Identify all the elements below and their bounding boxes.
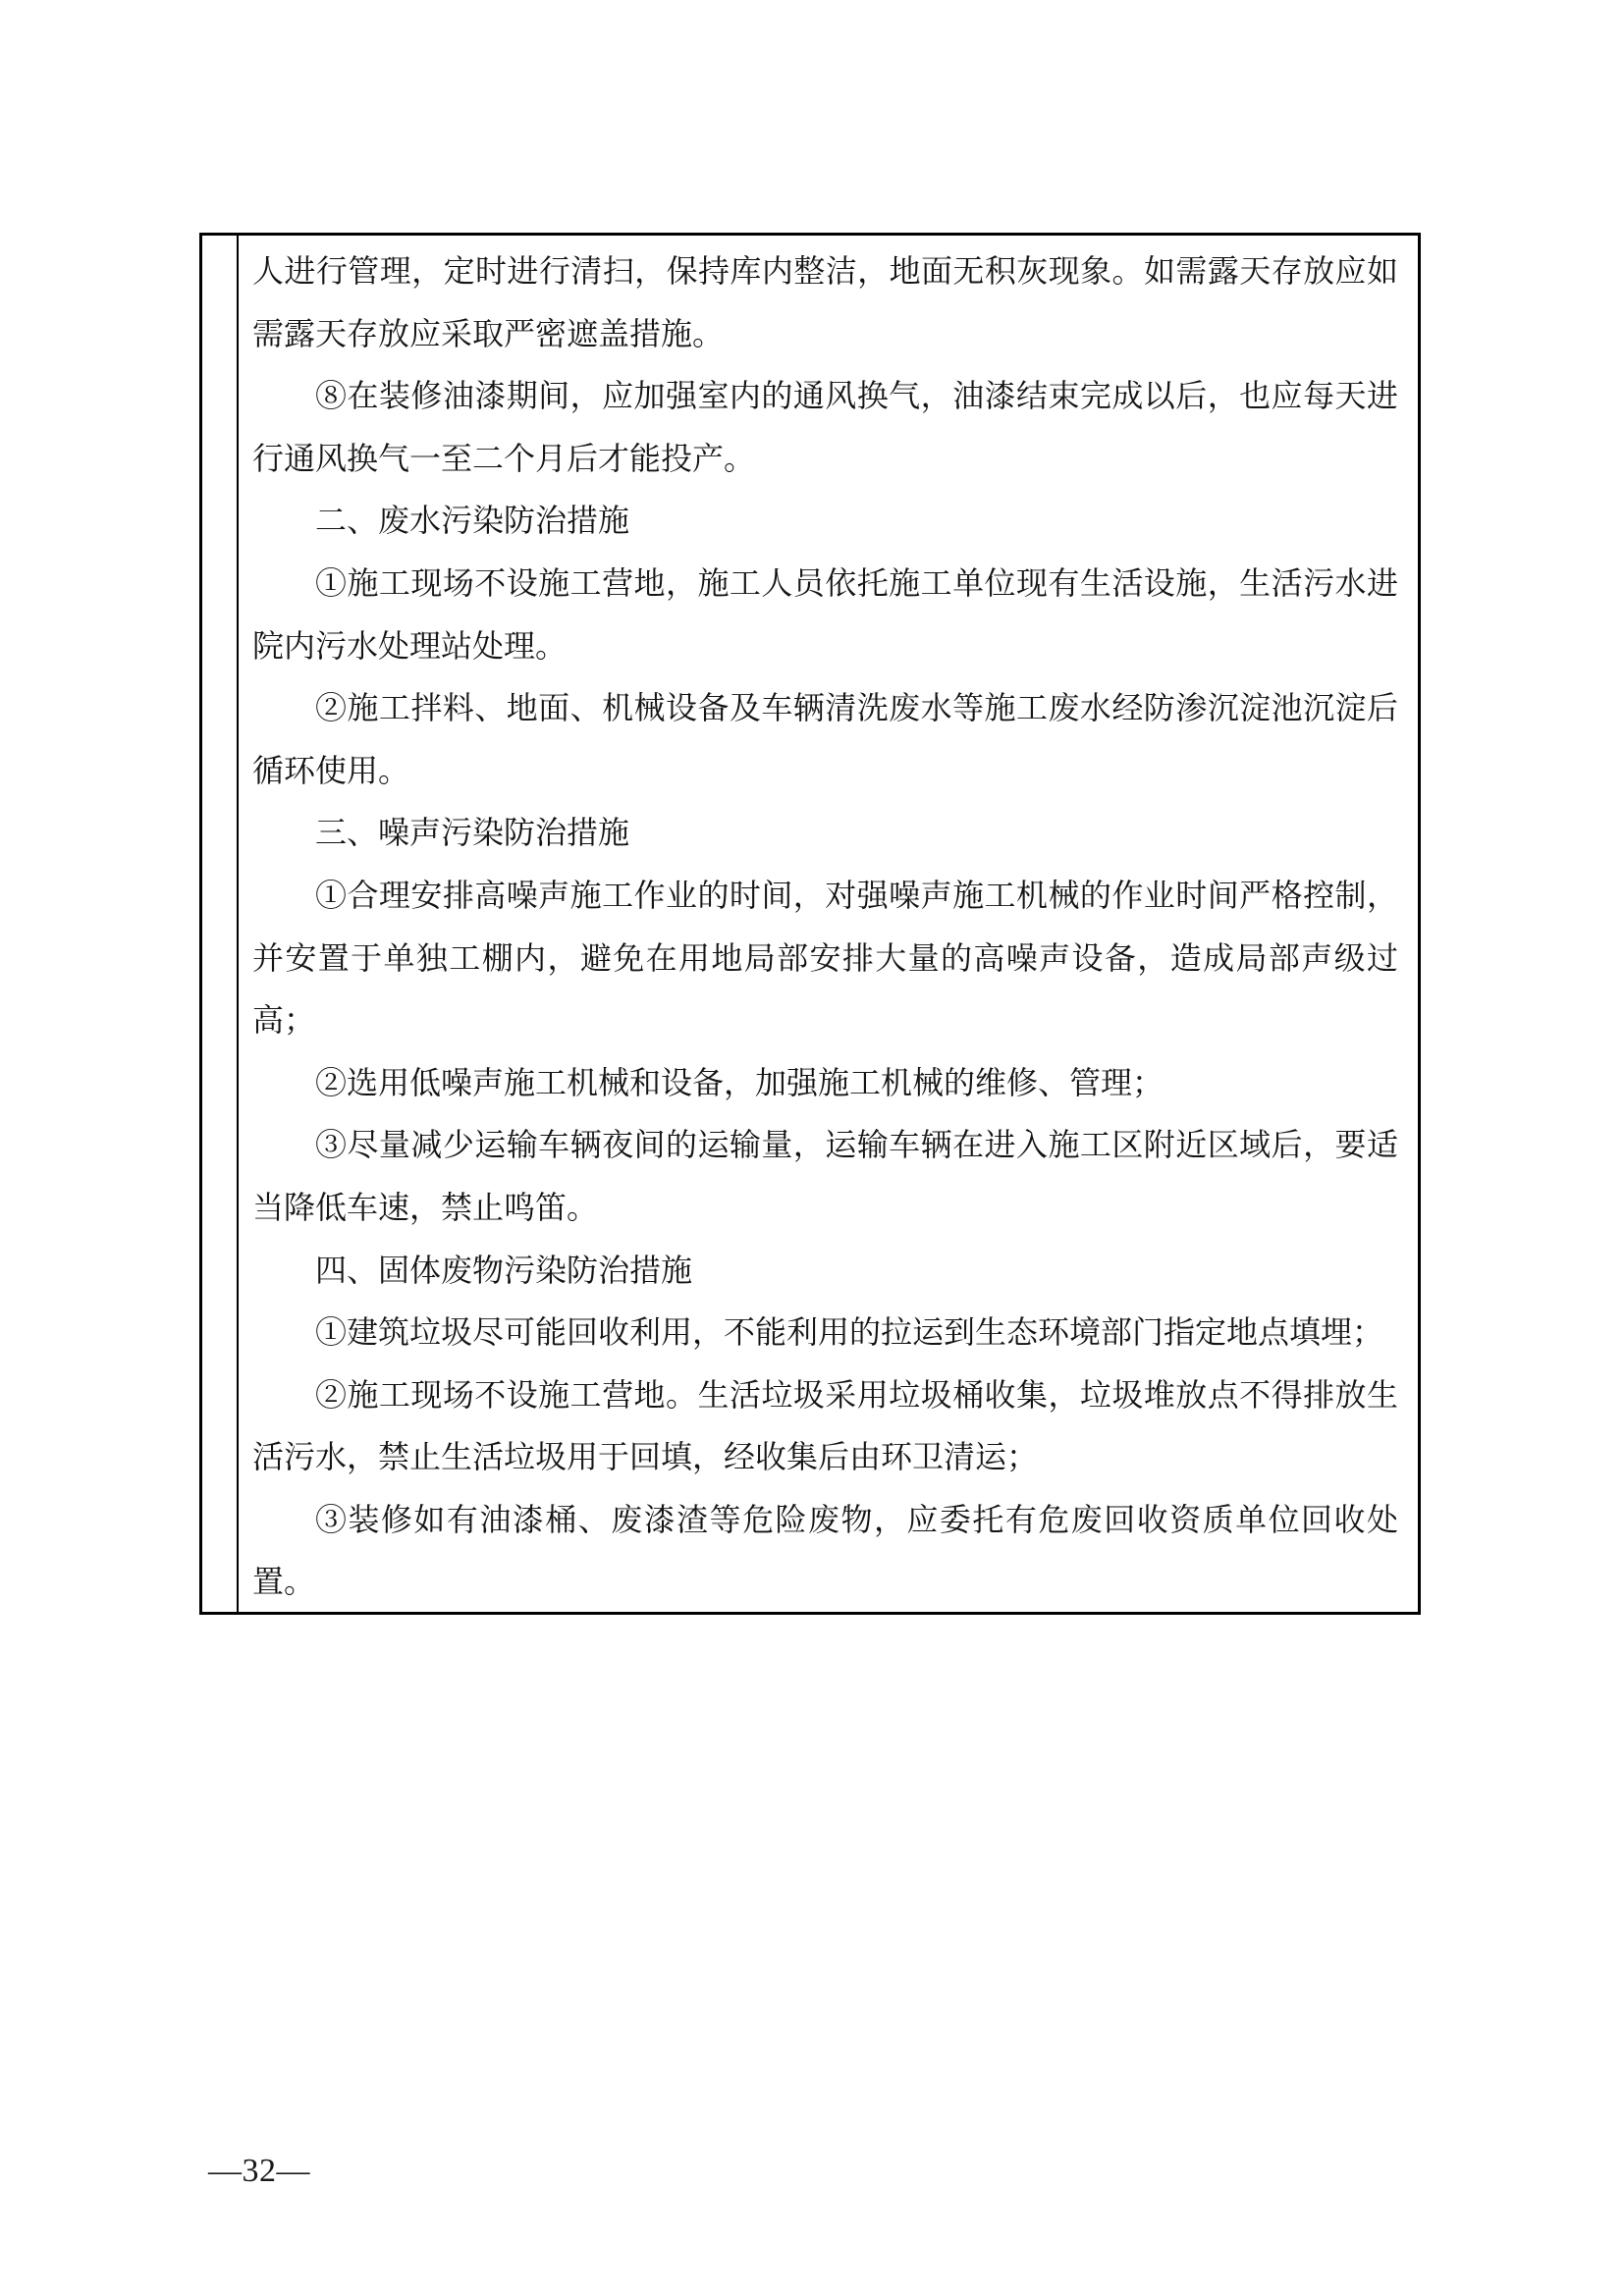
paragraph: ①合理安排高噪声施工作业的时间，对强噪声施工机械的作业时间严格控制，并安置于单独工棚内，避免在用地局部安排大量的高噪声设备，造成局部声级过高； [252,877,1398,1039]
paragraph: ①施工现场不设施工营地，施工人员依托施工单位现有生活设施，生活污水进院内污水处理站处理。 [252,564,1398,664]
paragraph: ①建筑垃圾尽可能回收利用，不能利用的拉运到生态环境部门指定地点填埋； [315,1314,1384,1351]
paragraph: ②选用低噪声施工机械和设备，加强施工机械的维修、管理； [315,1064,1164,1100]
section-heading: 二、废水污染防治措施 [315,503,630,539]
paragraph: ③尽量减少运输车辆夜间的运输量，运输车辆在进入施工区附近区域后，要适当降低车速，禁止鸣笛。 [252,1127,1398,1225]
page-number: —32— [208,2153,310,2189]
section-heading: 四、固体废物污染防治措施 [315,1252,693,1288]
table-stub-column [202,236,239,1612]
paragraph: 人进行管理，定时进行清扫，保持库内整洁，地面无积灰现象。如需露天存放应如需露天存放应采取严密遮盖措施。 [252,253,1398,351]
section-heading: 三、噪声污染防治措施 [315,815,630,851]
document-table [199,233,1421,1615]
paragraph: ②施工拌料、地面、机械设备及车辆清洗废水等施工废水经防渗沉淀池沉淀后循环使用。 [252,690,1398,788]
table-content-cell [239,236,1418,1612]
paragraph: ②施工现场不设施工营地。生活垃圾采用垃圾桶收集，垃圾堆放点不得排放生活污水，禁止生活垃圾用于回填，经收集后由环卫清运； [252,1376,1398,1475]
paragraph: ⑧在装修油漆期间，应加强室内的通风换气，油漆结束完成以后，也应每天进行通风换气一至二个月后才能投产。 [252,378,1398,476]
paragraph: ③装修如有油漆桶、废漆渣等危险废物，应委托有危废回收资质单位回收处置。 [252,1501,1398,1600]
